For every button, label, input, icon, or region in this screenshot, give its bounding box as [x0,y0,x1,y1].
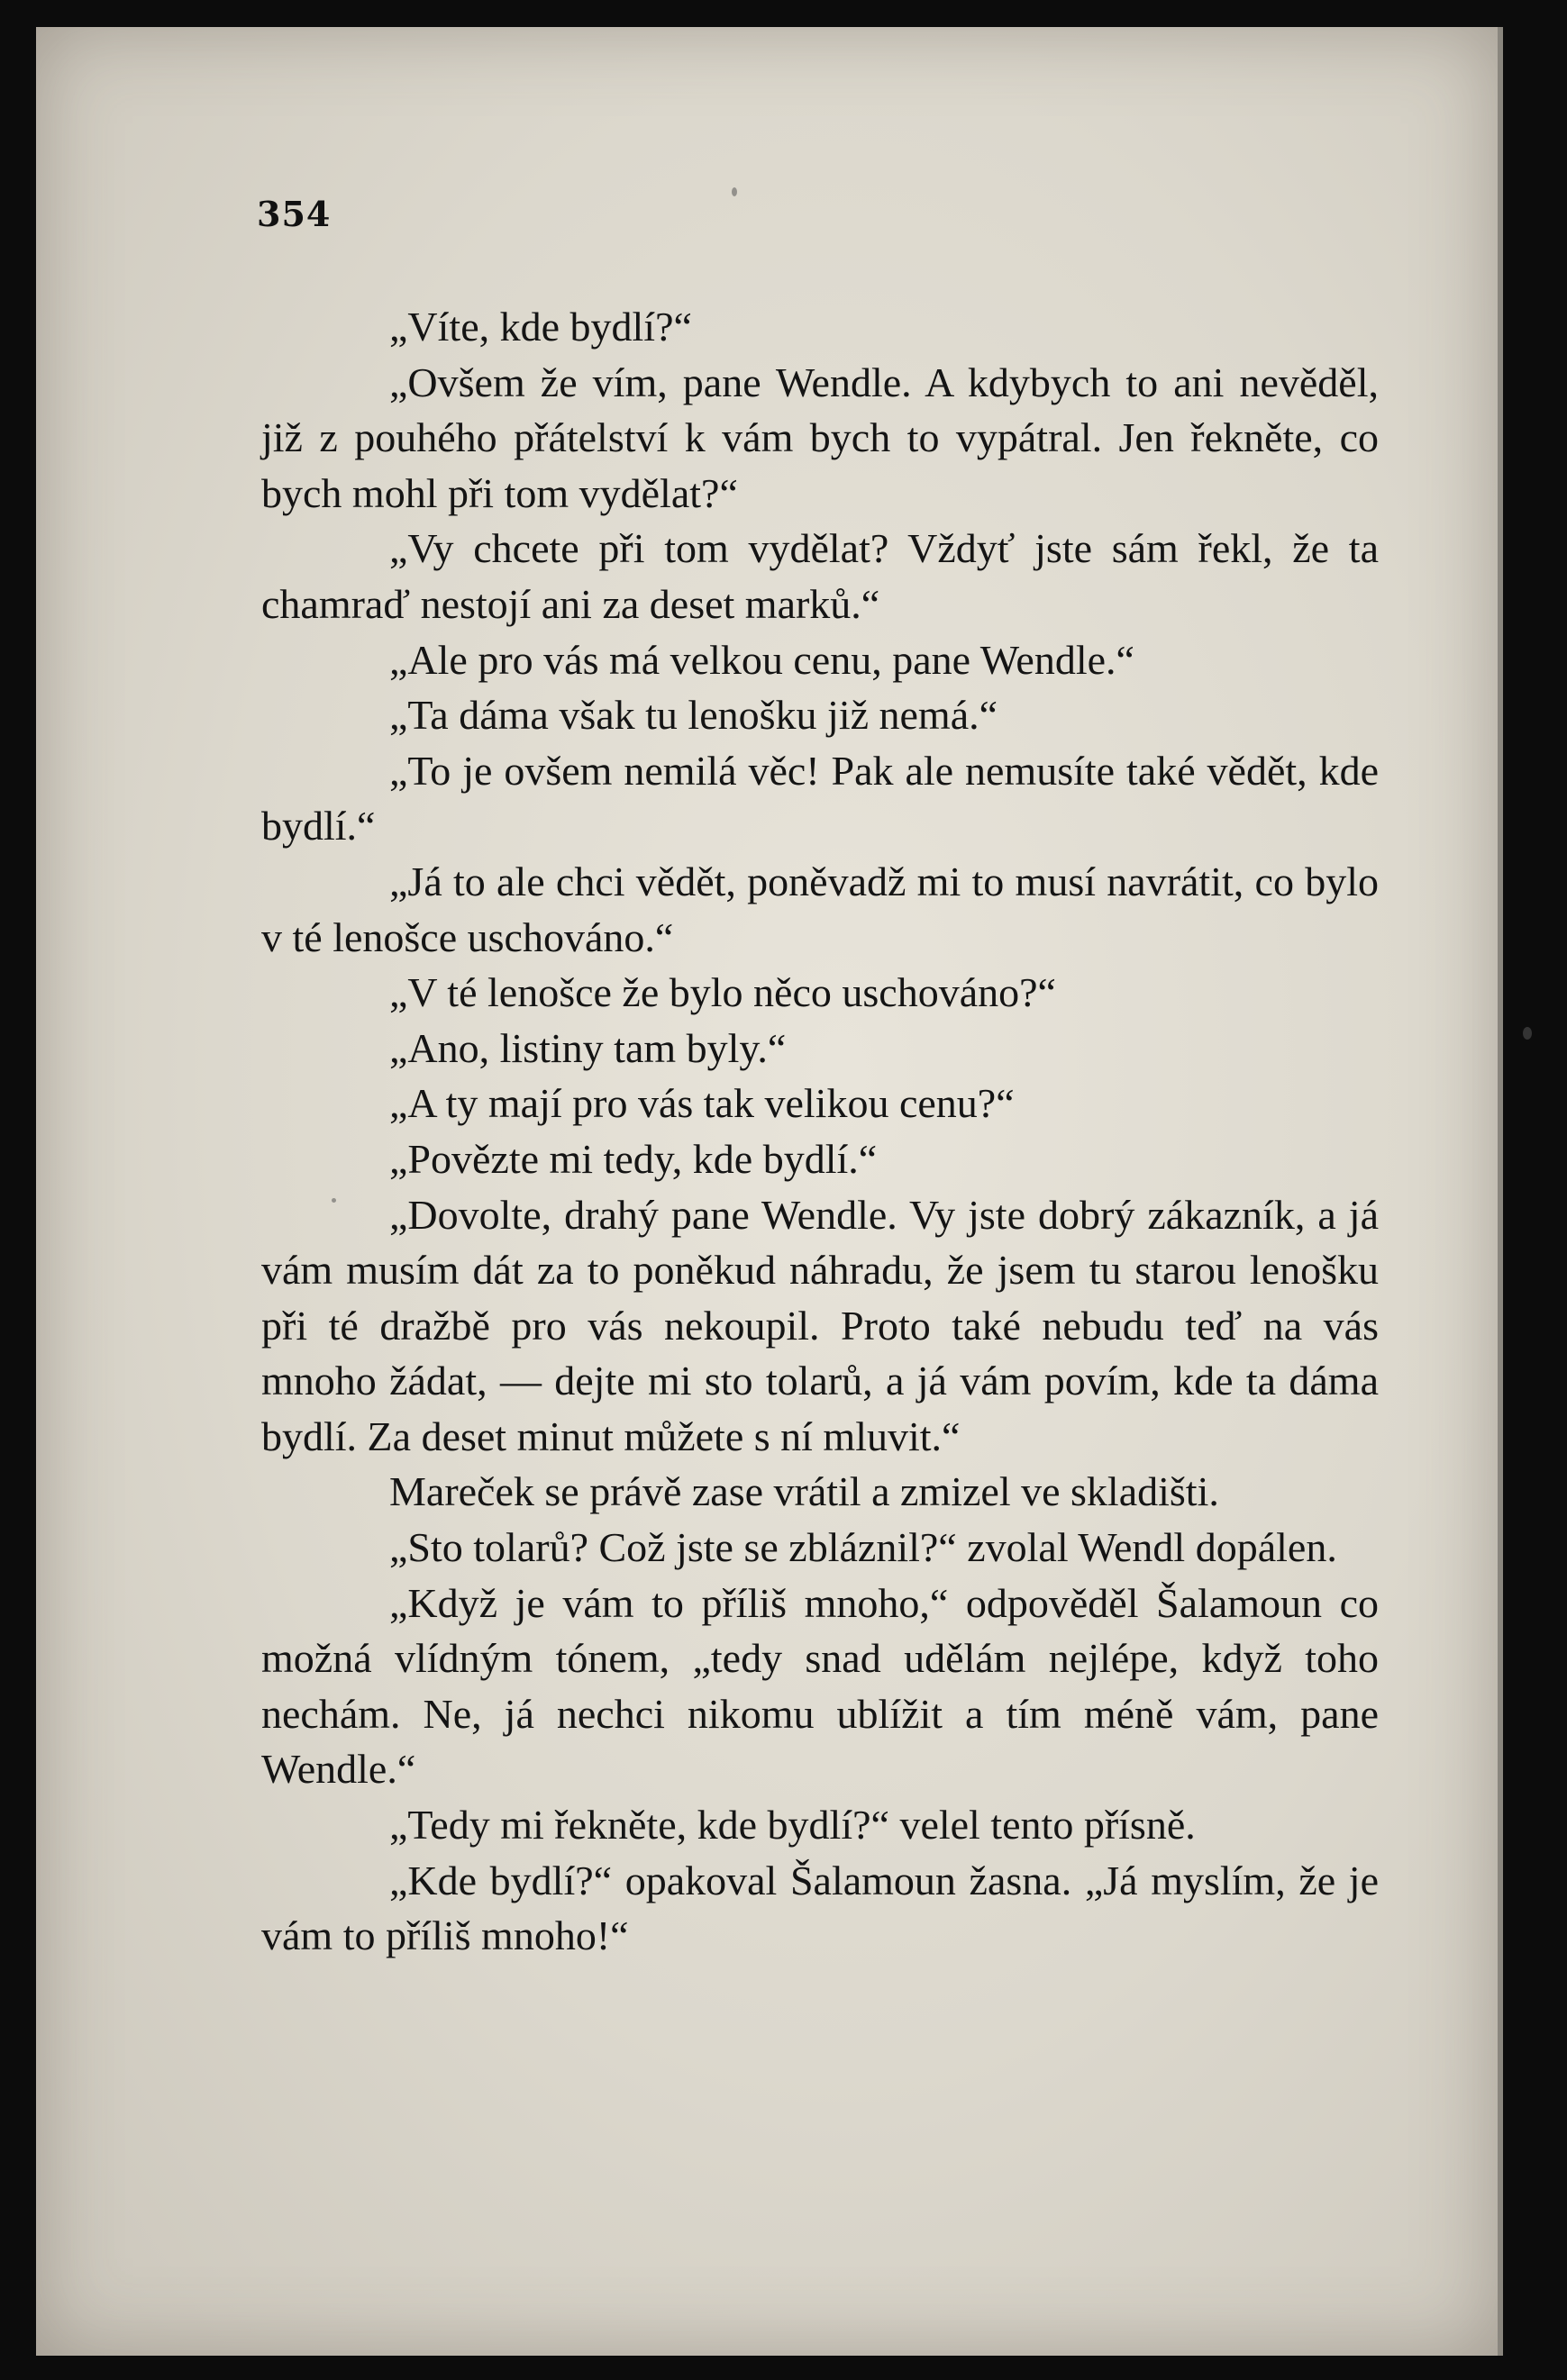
paragraph: „V té lenošce že bylo něco uschováno?“ [389,969,1056,1016]
scan-speck [732,187,737,196]
page-edge [1498,27,1503,2356]
paragraph: „Tedy mi řekněte, kde bydlí?“ velel tento přísně. [389,1802,1196,1849]
paragraph: „Ano, listiny tam byly.“ [389,1024,787,1071]
scan-speck [1523,1027,1532,1040]
paragraph: „Vy chcete při tom vydělat? Vždyť jste sám řekl, že ta chamraď nestojí ani za deset marků.“ [261,525,1379,627]
paragraph: „Ovšem že vím, pane Wendle. A kdybych to ani nevěděl, již z pouhého přátelství k vám bych to vypátral. Jen řekněte, co bych mohl při tom vydělat?“ [261,359,1379,516]
scan-speck [332,1198,336,1203]
body-text [261,299,1379,1964]
paragraph: „To je ovšem nemilá věc! Pak ale nemusíte také vědět, kde bydlí.“ [261,747,1379,849]
paragraph: „A ty mají pro vás tak velikou cenu?“ [389,1080,1015,1127]
paragraph: „Ta dáma však tu lenošku již nemá.“ [389,692,998,739]
paragraph: „Když je vám to příliš mnoho,“ odpověděl Šalamoun co možná vlídným tónem, „tedy snad udělám nejlépe, když toho nechám. Ne, já nechci nikomu ublížit a tím méně vám, pane Wendle.“ [261,1579,1379,1793]
paragraph: „Dovolte, drahý pane Wendle. Vy jste dobrý zákazník, a já vám musím dát za to poněkud náhradu, že jsem tu starou lenošku při té dražbě pro vás nekoupil. Proto také nebudu teď na vás mnoho žádat, — dejte mi sto tolarů, a já vám povím, kde ta dáma bydlí. Za deset minut můžete s ní mluvit.“ [261,1191,1379,1459]
paragraph: „Povězte mi tedy, kde bydlí.“ [389,1135,878,1182]
page-number: 354 [257,194,332,234]
paragraph: „Sto tolarů? Což jste se zbláznil?“ zvolal Wendl dopálen. [389,1524,1337,1571]
paragraph: „Víte, kde bydlí?“ [389,304,692,350]
paragraph: Mareček se právě zase vrátil a zmizel ve skladišti. [389,1468,1219,1515]
paragraph: „Já to ale chci vědět, poněvadž mi to musí navrátit, co bylo v té lenošce uschováno.“ [261,858,1379,960]
paragraph: „Kde bydlí?“ opakoval Šalamoun žasna. „Já myslím, že je vám to příliš mnoho!“ [261,1857,1379,1959]
paragraph: „Ale pro vás má velkou cenu, pane Wendle.“ [389,636,1134,683]
